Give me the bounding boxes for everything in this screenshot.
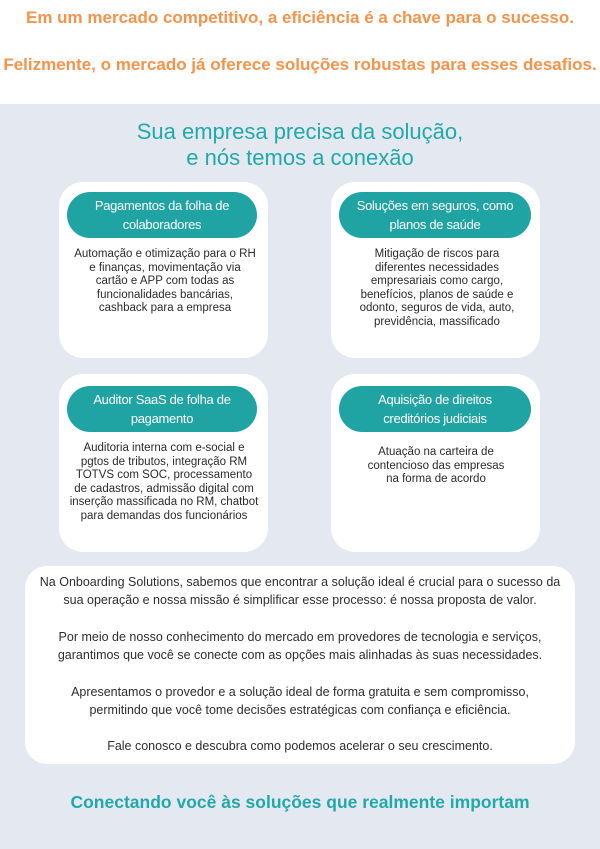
body-paragraph-3: Apresentamos o provedor e a solução ideal de forma gratuita e sem compromisso, permitindo que você tome decisões estratégicas com confiança e eficiência.	[71, 685, 529, 717]
card-title: Aquisição de direitos creditórios judiciais	[339, 386, 531, 432]
page-headline	[0, 119, 600, 171]
card-description: Automação e otimização para o RH e finanças, movimentação via cartão e APP com todas as funcionalidades bancárias, cashback para a empresa	[74, 248, 256, 315]
card-title: Pagamentos da folha de colaboradores	[67, 192, 257, 238]
card-title: Soluções em seguros, como planos de saúde	[339, 192, 531, 238]
body-paragraph-2: Por meio de nosso conhecimento do mercado em provedores de tecnologia e serviços, garantimos que você se conecte com as opções mais alinhadas às suas necessidades.	[57, 630, 543, 662]
card-payroll-payments	[59, 182, 268, 358]
intro-line-2: Felizmente, o mercado já oferece soluções robustas para esses desafios.	[3, 55, 597, 74]
body-paragraph-1: Na Onboarding Solutions, sabemos que encontrar a solução ideal é crucial para o sucesso da sua operação e nossa missão é simplificar esse processo: é nossa proposta de valor.	[39, 575, 561, 607]
intro-line-1: Em um mercado competitivo, a eficiência é a chave para o sucesso.	[25, 8, 574, 27]
body-paragraph-4: Fale conosco e descubra como podemos acelerar o seu crescimento.	[107, 739, 493, 753]
card-description: Atuação na carteira de contencioso das empresas na forma de acordo	[367, 446, 505, 486]
card-credit-rights	[331, 374, 540, 552]
card-description: Auditoria interna com e-social e pgtos de tributos, integração RM TOTVS com SOC, processamento de cadastros, admissão digital com inserção massificada no RM, chatbot para demandas dos funcionários	[69, 442, 259, 522]
value-proposition-box	[25, 566, 575, 764]
card-payroll-auditor	[59, 374, 268, 552]
card-insurance	[331, 182, 540, 358]
intro-banner	[0, 0, 600, 104]
headline-text: Sua empresa precisa da solução, e nós temos a conexão	[136, 119, 464, 170]
card-title: Auditor SaaS de folha de pagamento	[67, 386, 257, 432]
footer-tagline: Conectando você às soluções que realmente importam	[70, 792, 530, 812]
card-description: Mitigação de riscos para diferentes necessidades empresariais como cargo, benefícios, planos de saúde e odonto, seguros de vida, auto, previdência, massificado	[359, 248, 515, 328]
